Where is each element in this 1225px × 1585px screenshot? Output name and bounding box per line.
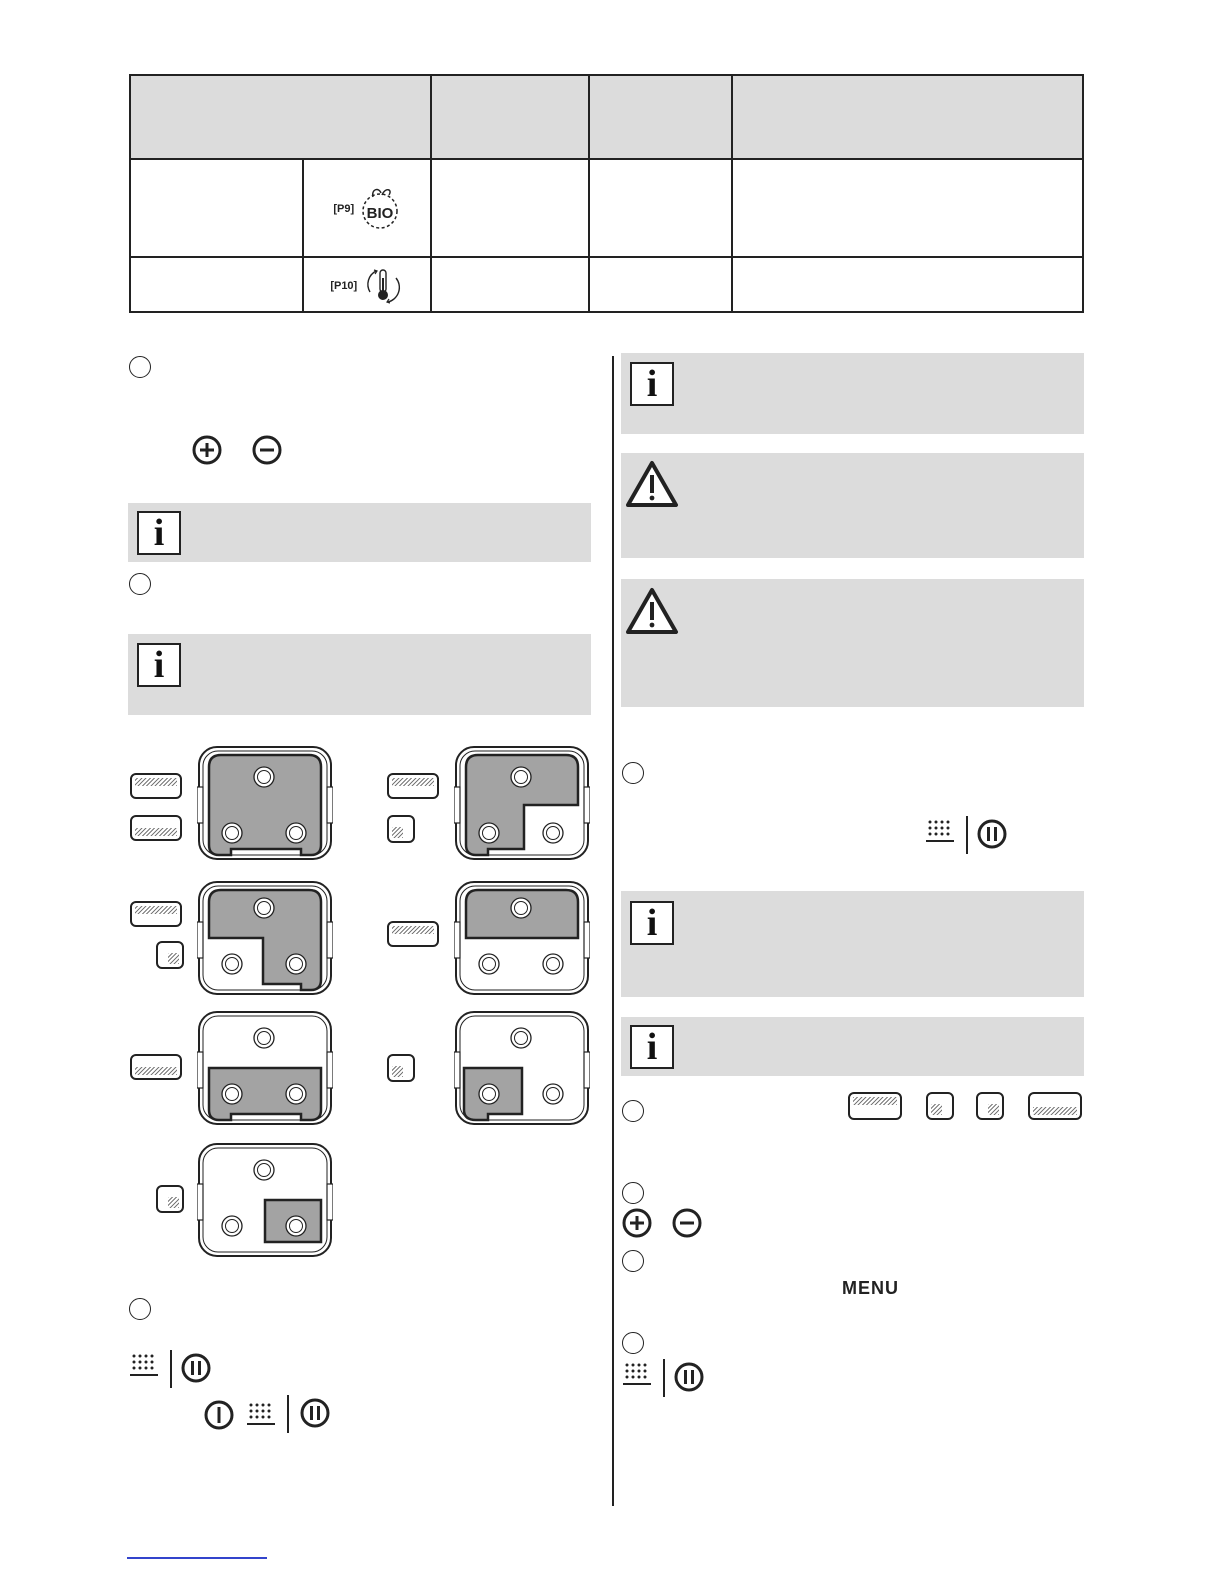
- table-row: [130, 159, 1083, 257]
- table-cell: [130, 257, 303, 312]
- program-code: [P10]: [330, 279, 358, 292]
- info-box: [621, 1017, 1084, 1076]
- hob-diagram-bottom-left: [454, 1010, 590, 1126]
- step-number-circle: [622, 762, 644, 784]
- info-icon: i: [630, 901, 674, 945]
- warning-triangle-icon: [625, 459, 679, 509]
- zone-button-bottom-left[interactable]: [387, 815, 415, 843]
- grid-pause-icon-group: [128, 1348, 216, 1390]
- plus-circle-icon: [191, 434, 223, 466]
- hob-diagram-bottom: [197, 1010, 333, 1126]
- table-cell: [431, 257, 589, 312]
- table-cell: [589, 257, 732, 312]
- cooking-zones-grid-icon: [130, 1355, 158, 1377]
- zone-button-top[interactable]: [387, 921, 439, 947]
- info-box: [128, 503, 591, 562]
- info-box: [621, 891, 1084, 997]
- step-number-circle: [129, 356, 151, 378]
- menu-label: MENU: [842, 1278, 899, 1298]
- table-row: [130, 257, 1083, 312]
- table-header-row: [130, 75, 1083, 159]
- minus-circle-icon: [671, 1207, 703, 1239]
- info-icon: i: [137, 643, 181, 687]
- zone-button-bottom-right[interactable]: [156, 941, 184, 969]
- zone-button-bottom-left[interactable]: [926, 1092, 954, 1120]
- info-icon: i: [630, 1025, 674, 1069]
- step-number-circle: [622, 1332, 644, 1354]
- program-table: [129, 74, 1084, 313]
- hob-diagram-full: [197, 745, 333, 861]
- zone-button-top[interactable]: [848, 1092, 902, 1120]
- header-cell-3: [589, 75, 732, 159]
- info-icon: i: [630, 362, 674, 406]
- zone-button-bottom[interactable]: [130, 815, 182, 841]
- header-cell-2: [431, 75, 589, 159]
- thermometer-cycle-icon: [362, 262, 404, 308]
- minus-circle-icon: [251, 434, 283, 466]
- info-box: [128, 634, 591, 715]
- hob-diagram-top-left: [454, 745, 590, 861]
- program-code: [P9]: [333, 203, 355, 216]
- zone-button-bottom-right[interactable]: [976, 1092, 1004, 1120]
- table-cell-icon: [303, 257, 431, 312]
- header-cell-program: [130, 75, 431, 159]
- zone-button-bottom[interactable]: [130, 1054, 182, 1080]
- hob-diagram-top-right: [197, 880, 333, 996]
- warning-triangle-icon: [625, 586, 679, 636]
- step-number-circle: [129, 573, 151, 595]
- grid-pause-icon-group: [621, 1357, 709, 1399]
- column-divider: [612, 356, 614, 1506]
- step-number-circle: [622, 1250, 644, 1272]
- bio-badge: BIO: [366, 205, 393, 222]
- bio-leaf-icon: [359, 185, 401, 231]
- footer-link-underline[interactable]: [127, 1557, 267, 1559]
- info-icon: i: [137, 511, 181, 555]
- table-cell: [732, 159, 1083, 257]
- zone-button-top[interactable]: [130, 773, 182, 799]
- zone-button-bottom-left[interactable]: [387, 1054, 415, 1082]
- zone-button-top[interactable]: [130, 901, 182, 927]
- table-cell: [732, 257, 1083, 312]
- table-cell: [589, 159, 732, 257]
- header-cell-4: [732, 75, 1083, 159]
- step-number-circle: [622, 1182, 644, 1204]
- hob-diagram-top: [454, 880, 590, 996]
- zone-button-bottom[interactable]: [1028, 1092, 1082, 1120]
- warning-box: [621, 579, 1084, 707]
- zone-button-top[interactable]: [387, 773, 439, 799]
- zone-button-bottom-right[interactable]: [156, 1185, 184, 1213]
- warning-box: [621, 453, 1084, 558]
- info-box: [621, 353, 1084, 434]
- step-number-circle: [129, 1298, 151, 1320]
- grid-pause-icon-group: [924, 814, 1012, 856]
- table-cell-icon: [303, 159, 431, 257]
- table-cell: [431, 159, 589, 257]
- table-cell: [130, 159, 303, 257]
- hob-diagram-bottom-right: [197, 1142, 333, 1258]
- plus-circle-icon: [621, 1207, 653, 1239]
- step-number-circle: [622, 1100, 644, 1122]
- power-grid-pause-icon-group: [201, 1393, 333, 1435]
